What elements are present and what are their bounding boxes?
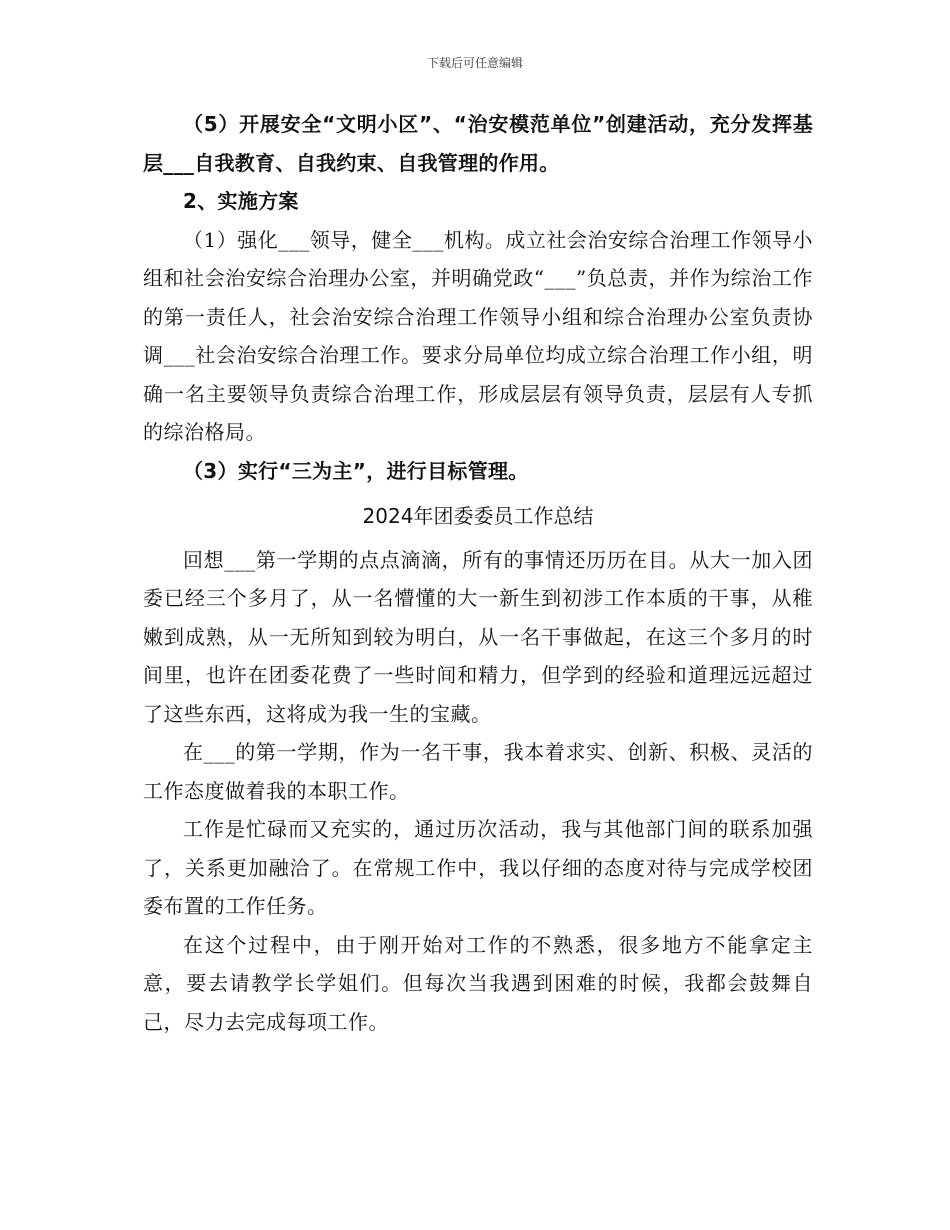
document-title: 2024年团委委员工作总结 (362, 504, 594, 528)
document-body (143, 105, 813, 1041)
item-1-paragraph: （1）强化___领导，健全___机构。成立社会治安综合治理工作领导小组和社会治安综合治理办公室，并明确党政“___”负总责，并作为综治工作的第一责任人，社会治安综合治理工作领导小组和综合治理办公室负责协调___社会治安综合治理工作。要求分局单位均成立综合治理工作小组，明确一名主要领导负责综合治理工作，形成层层有领导负责，层层有人专抓的综治格局。 (143, 227, 813, 444)
body-paragraph-4: 在这个过程中，由于刚开始对工作的不熟悉，很多地方不能拿定主意，要去请教学长学姐们。但每次当我遇到困难的时候，我都会鼓舞自己，尽力去完成每项工作。 (143, 932, 813, 1034)
item-5-paragraph: （5）开展安全“文明小区”、“治安模范单位”创建活动，充分发挥基层___自我教育、自我约束、自我管理的作用。 (143, 112, 813, 175)
body-paragraph-2: 在___的第一学期，作为一名干事，我本着求实、创新、积极、灵活的工作态度做着我的本职工作。 (143, 740, 813, 803)
implementation-plan-heading: 2、实施方案 (183, 189, 299, 213)
body-paragraph-1: 回想___第一学期的点点滴滴，所有的事情还历历在目。从大一加入团委已经三个多月了，从一名懵懂的大一新生到初涉工作本质的干事，从稚嫩到成熟，从一无所知到较为明白，从一名干事做起，在这三个多月的时间里，也许在团委花费了一些时间和精力，但学到的经验和道理远远超过了这些东西，这将成为我一生的宝藏。 (143, 547, 813, 726)
body-paragraph-3: 工作是忙碌而又充实的，通过历次活动，我与其他部门间的联系加强了，关系更加融洽了。在常规工作中，我以仔细的态度对待与完成学校团委布置的工作任务。 (143, 817, 813, 918)
item-3-paragraph: （3）实行“三为主”，进行目标管理。 (183, 458, 529, 483)
page-header-note: 下载后可任意编辑 (426, 56, 523, 70)
